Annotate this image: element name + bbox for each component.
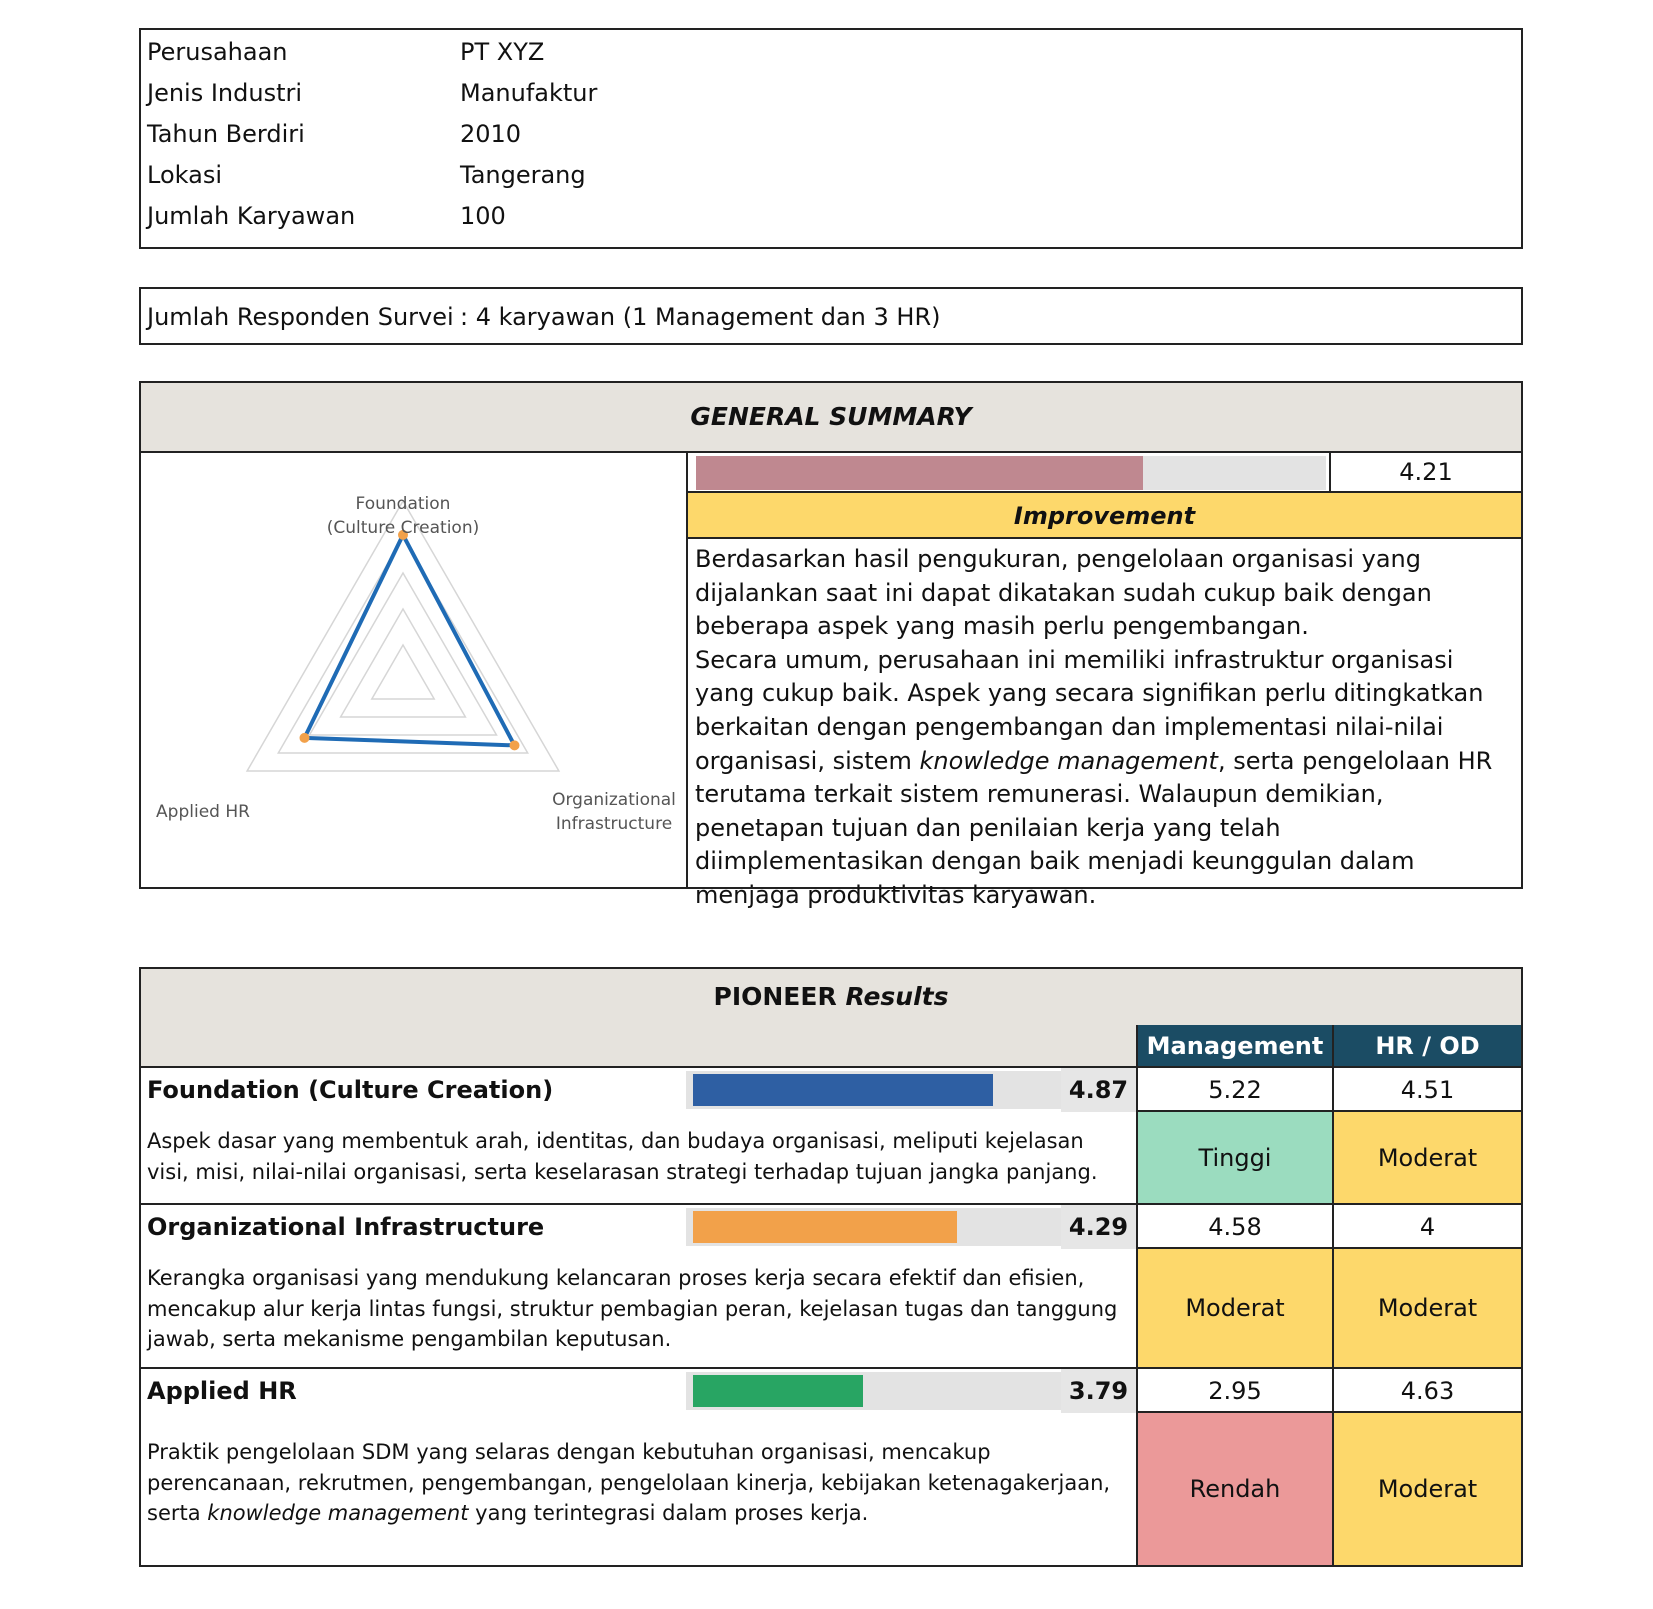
pioneer-title	[141, 969, 1521, 1027]
radar-grid-ring	[310, 573, 497, 735]
radar-label-applied-hr: Applied HR	[156, 802, 250, 822]
management-level-badge: Rendah	[1136, 1413, 1332, 1565]
section-applied-hr	[141, 1369, 1521, 1565]
radar-point-1	[510, 740, 520, 750]
info-value: PT XYZ	[460, 38, 545, 66]
radar-label-foundation-1: Foundation	[355, 494, 451, 514]
info-row-employees	[147, 194, 506, 238]
info-value: 100	[460, 202, 506, 230]
radar-point-2	[300, 733, 310, 743]
overall-score-bar-cell	[688, 451, 1331, 493]
management-score: 2.95	[1136, 1369, 1332, 1413]
management-score: 4.58	[1136, 1205, 1332, 1249]
section-description	[147, 1437, 1122, 1529]
radar-grid	[247, 501, 559, 771]
info-value: Tangerang	[460, 161, 586, 189]
company-info-table	[139, 28, 1523, 249]
info-label: Tahun Berdiri	[147, 120, 305, 148]
hr-level-badge: Moderat	[1332, 1249, 1521, 1367]
overall-score-fill	[696, 456, 1143, 490]
summary-narrative	[695, 543, 1515, 913]
overall-score-track	[696, 456, 1326, 490]
radar-chart-panel	[141, 451, 686, 887]
overall-score-value: 4.21	[1331, 451, 1521, 493]
narrative-text: , serta pengelolaan HR terutama terkait sistem remunerasi. Walaupun demikian, penetapan tujuan dan penilaian kerja yang telah diimplementasikan dengan baik menjadi keunggulan dalam menjaga produktivitas karyawan.	[695, 746, 1493, 909]
summary-right-panel	[686, 451, 1521, 909]
info-label: Lokasi	[147, 161, 222, 189]
score-bar-fill	[693, 1211, 957, 1243]
info-value: Manufaktur	[460, 79, 598, 107]
description-text: Praktik pengelolaan SDM yang selaras dengan kebutuhan organisasi, mencakup perencanaan, rekrutmen, pengembangan, pengelolaan kinerja, kebijakan ketenagakerjaan, serta	[147, 1440, 1111, 1525]
info-row-founded	[147, 112, 521, 156]
info-row-industry	[147, 71, 597, 115]
info-label: Jumlah Karyawan	[147, 202, 356, 230]
section-title: Foundation (Culture Creation)	[147, 1076, 554, 1104]
respondents-box	[139, 287, 1523, 345]
narrative-paragraph-1: Berdasarkan hasil pengukuran, pengelolaan organisasi yang dijalankan saat ini dapat dikatakan sudah cukup baik dengan beberapa aspek yang masih perlu pengembangan.	[695, 545, 1432, 641]
management-level-badge: Tinggi	[1136, 1112, 1332, 1203]
column-header-hr-od: HR / OD	[1332, 1025, 1521, 1068]
description-italic: knowledge management	[207, 1501, 469, 1525]
column-header-management: Management	[1136, 1025, 1332, 1068]
respondents-value: : 4 karyawan (1 Management dan 3 HR)	[460, 303, 941, 331]
radar-label-foundation-2: (Culture Creation)	[326, 518, 480, 538]
score-bar-track	[686, 1208, 1061, 1246]
improvement-header: Improvement	[688, 493, 1521, 539]
hr-score: 4	[1332, 1205, 1521, 1249]
radar-chart	[141, 451, 686, 887]
general-summary-title: GENERAL SUMMARY	[141, 383, 1521, 453]
section-description: Kerangka organisasi yang mendukung kelancaran proses kerja secara efektif dan efisien, mencakup alur kerja lintas fungsi, struktur pembagian peran, kejelasan tugas dan tanggung jawab, serta mekanisme pengambilan keputusan.	[147, 1266, 1118, 1351]
radar-grid-ring	[247, 501, 559, 771]
pioneer-results-section	[139, 967, 1523, 1567]
section-score: 4.87	[1061, 1068, 1136, 1112]
info-label: Jenis Industri	[147, 79, 303, 107]
management-level-badge: Moderat	[1136, 1249, 1332, 1367]
radar-label-org-infra-2: Infrastructure	[555, 814, 673, 834]
description-text: yang terintegrasi dalam proses kerja.	[468, 1501, 869, 1525]
pioneer-title-bold: PIONEER	[713, 982, 837, 1011]
section-score: 4.29	[1061, 1205, 1136, 1249]
hr-level-badge: Moderat	[1332, 1112, 1521, 1203]
info-label: Perusahaan	[147, 38, 288, 66]
score-bar-fill	[693, 1375, 863, 1407]
info-row-company	[147, 30, 544, 74]
section-title: Applied HR	[147, 1377, 297, 1405]
management-score: 5.22	[1136, 1068, 1332, 1112]
respondents-row	[147, 289, 941, 345]
section-score: 3.79	[1061, 1369, 1136, 1413]
section-org-infrastructure	[141, 1205, 1521, 1369]
hr-score: 4.63	[1332, 1369, 1521, 1413]
score-bar-track	[686, 1372, 1061, 1410]
hr-level-badge: Moderat	[1332, 1413, 1521, 1565]
respondents-label: Jumlah Responden Survei	[147, 303, 454, 331]
section-title: Organizational Infrastructure	[147, 1213, 545, 1241]
pioneer-title-italic: Results	[845, 982, 949, 1011]
score-bar-track	[686, 1071, 1061, 1109]
info-row-location	[147, 153, 586, 197]
narrative-paragraph-2	[695, 644, 1515, 913]
narrative-italic: knowledge management	[919, 746, 1218, 775]
column-header-blank	[141, 1025, 1136, 1068]
score-bar-fill	[693, 1074, 993, 1106]
radar-grid-ring	[372, 645, 434, 699]
section-foundation	[141, 1068, 1521, 1205]
hr-score: 4.51	[1332, 1068, 1521, 1112]
narrative-text: Secara umum, perusahaan ini memiliki infrastruktur organisasi yang cukup baik. Aspek yang secara signifikan perlu ditingkatkan berkaitan dengan pengembangan dan implementasi nilai-nilai organisasi, sistem	[695, 645, 1484, 775]
info-value: 2010	[460, 120, 522, 148]
section-description: Aspek dasar yang membentuk arah, identitas, dan budaya organisasi, meliputi kejelasan visi, misi, nilai-nilai organisasi, serta keselarasan strategi terhadap tujuan jangka panjang.	[147, 1129, 1098, 1184]
radar-label-org-infra-1: Organizational	[552, 790, 676, 810]
general-summary-section	[139, 381, 1523, 909]
